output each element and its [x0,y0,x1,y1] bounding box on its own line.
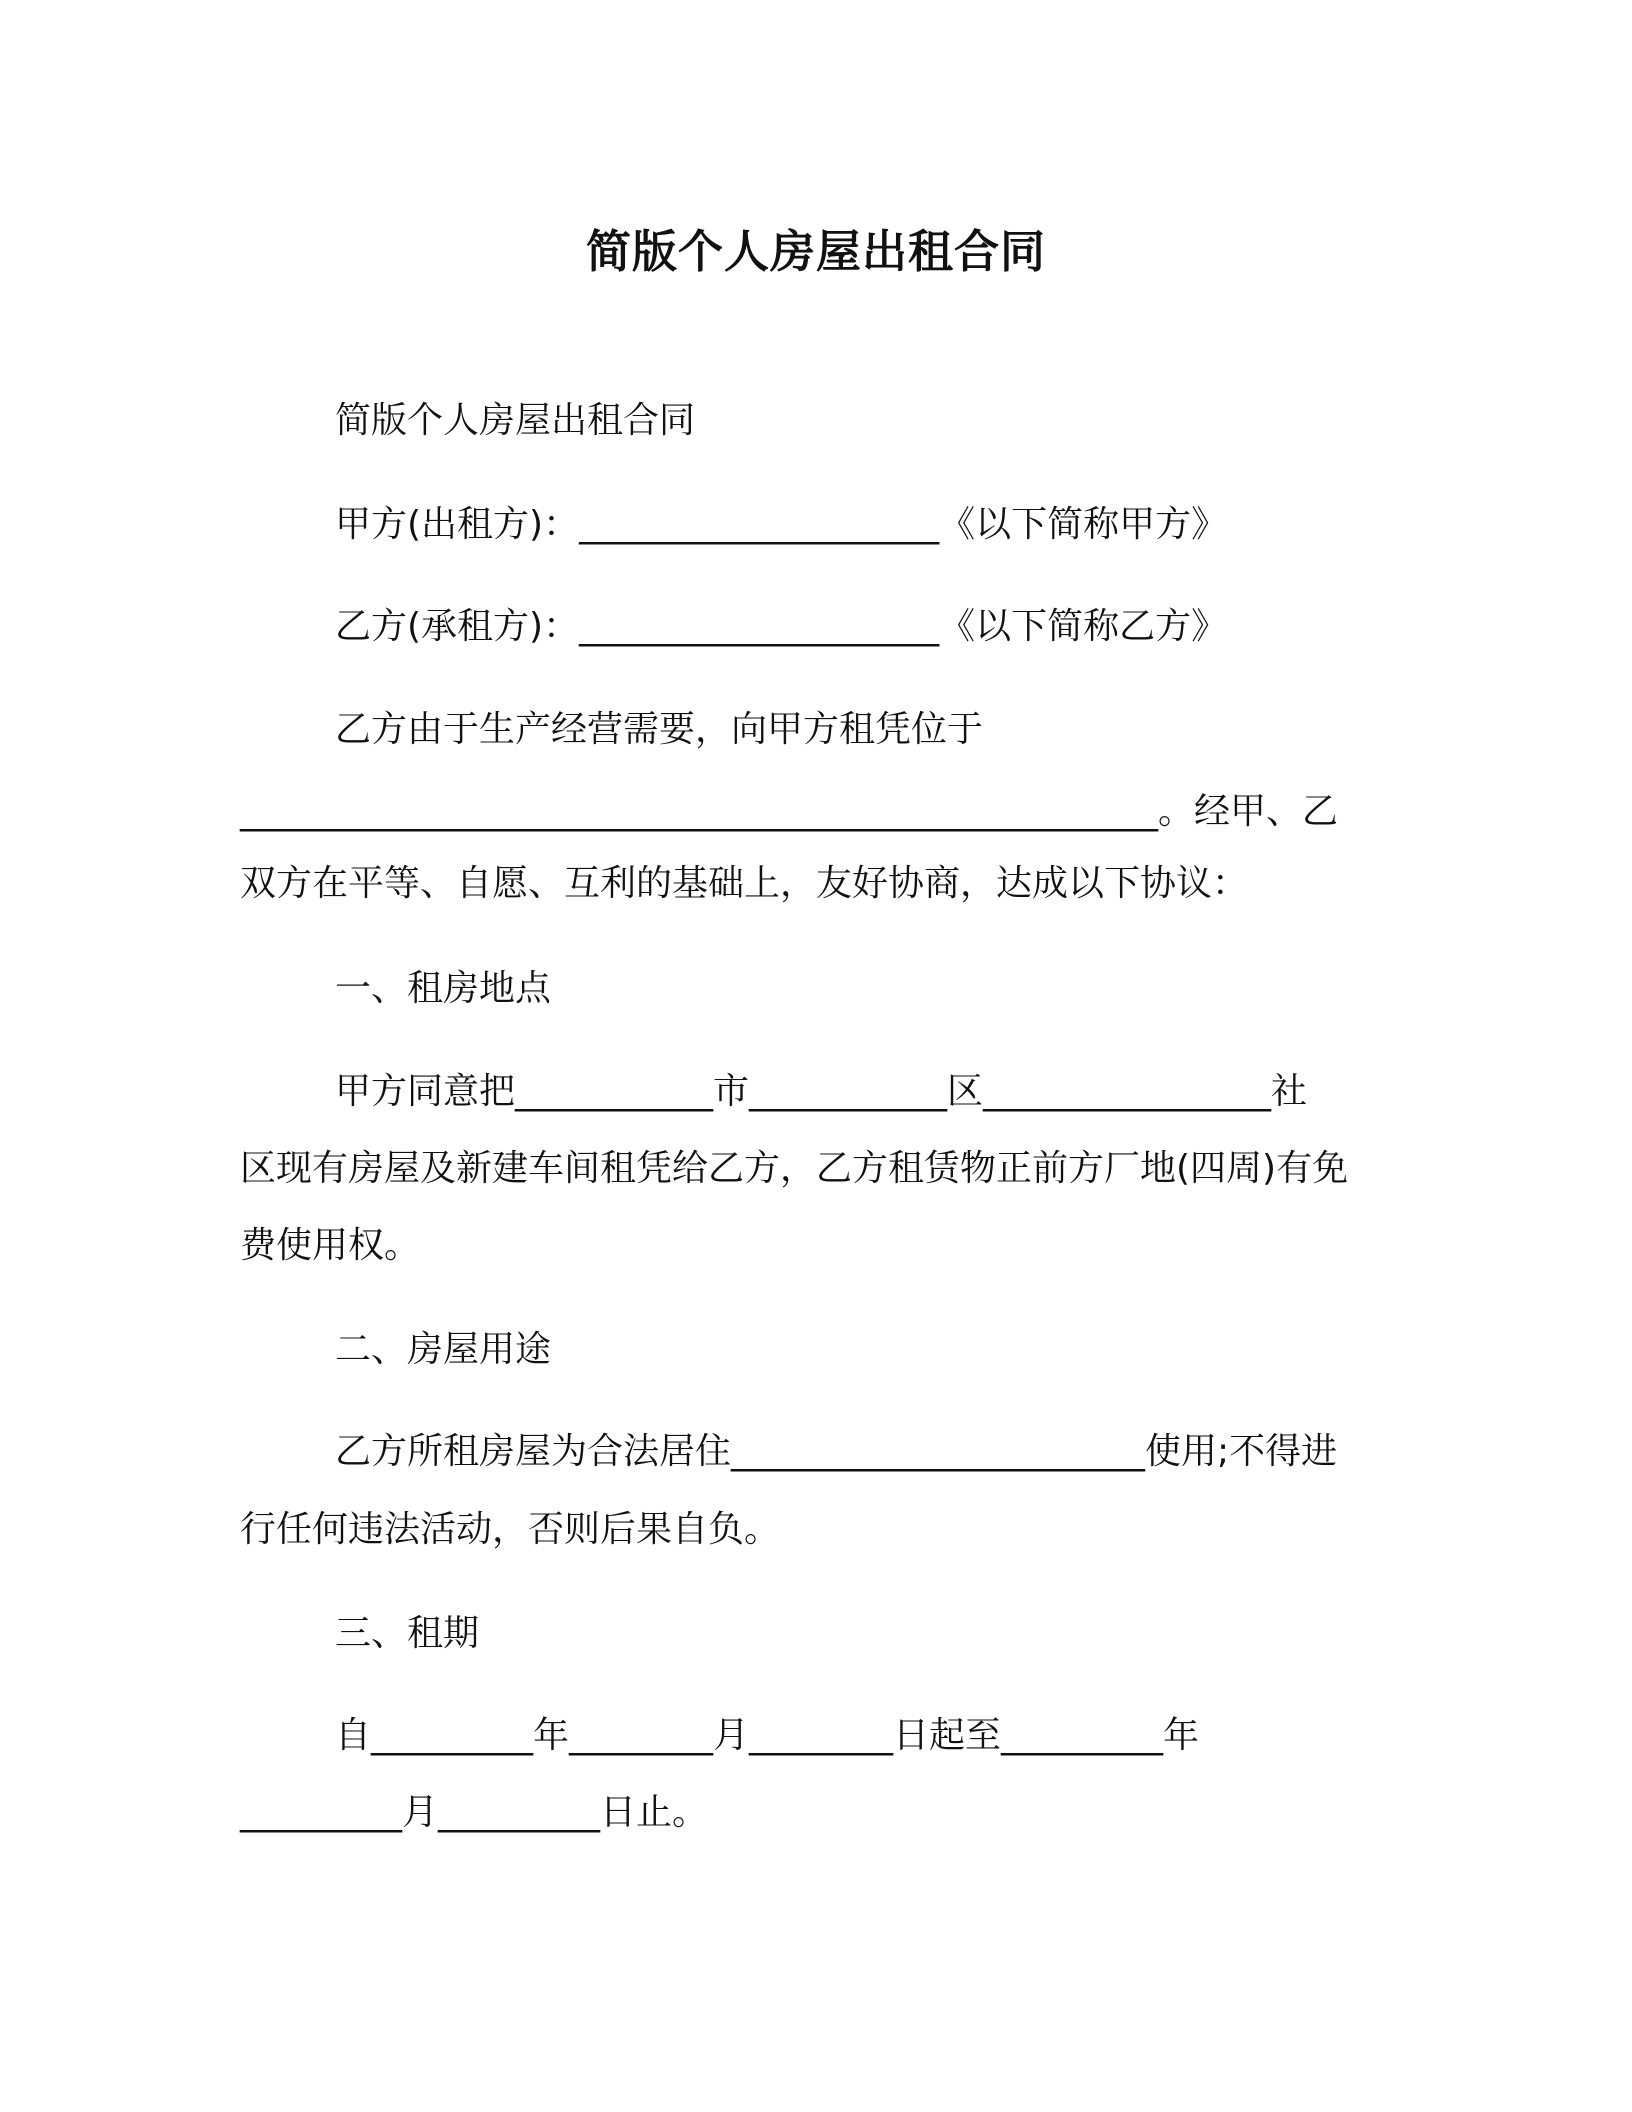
section-1-line-1: 甲方同意把___________市___________区________________社 [335,1071,1308,1112]
section-2-line-1: 乙方所租房屋为合法居住_______________________使用;不得进 [335,1431,1338,1472]
section-1-line-3: 费使用权。 [240,1225,421,1266]
document-title: 简版个人房屋出租合同 [585,225,1046,278]
section-1-line-2: 区现有房屋及新建车间租凭给乙方，乙方租赁物正前方厂地(四周)有免 [240,1148,1349,1189]
section-3-line-2: _________月_________日止。 [240,1792,709,1833]
section-2-heading: 二、房屋用途 [335,1329,552,1370]
party-b-line: 乙方(承租方)：____________________《以下简称乙方》 [335,606,1228,647]
section-3-heading: 三、租期 [335,1613,480,1654]
intro-line-1: 乙方由于生产经营需要，向甲方租凭位于 [335,709,984,750]
subtitle-line: 简版个人房屋出租合同 [335,400,696,441]
party-a-line: 甲方(出租方)：____________________《以下简称甲方》 [335,504,1228,545]
intro-line-3: 双方在平等、自愿、互利的基础上，友好协商，达成以下协议： [240,863,1249,904]
section-2-line-2: 行任何违法活动，否则后果自负。 [240,1509,781,1550]
intro-line-2: ___________________________________________________。经甲、乙 [240,791,1339,832]
section-1-heading: 一、租房地点 [335,968,552,1009]
section-3-line-1: 自_________年________月________日起至_________年 [335,1715,1200,1756]
